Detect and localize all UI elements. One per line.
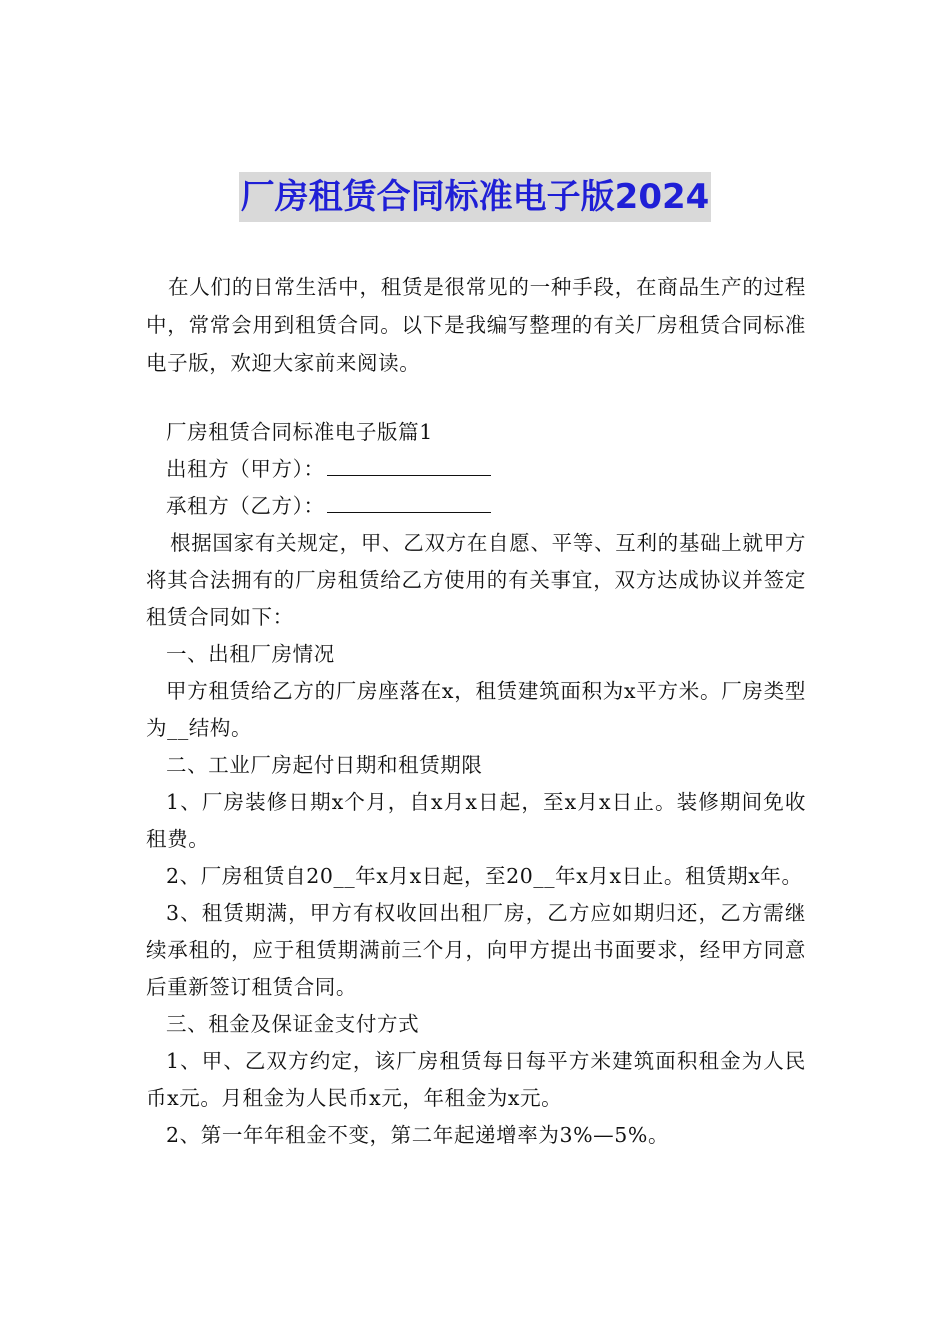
- lessor-blank: [327, 453, 491, 476]
- lessee-label: 承租方（乙方）：: [166, 494, 325, 518]
- intro-block: [146, 268, 806, 382]
- section-heading: 厂房租赁合同标准电子版篇1: [166, 420, 433, 444]
- lessor-label: 出租方（甲方）：: [166, 457, 325, 481]
- document-title: 厂房租赁合同标准电子版2024: [239, 172, 712, 222]
- lessor-line: [146, 451, 806, 488]
- preamble-paragraph: 根据国家有关规定，甲、乙双方在自愿、平等、互利的基础上就甲方将其合法拥有的厂房租赁给乙方使用的有关事宜，双方达成协议并签定租赁合同如下：: [146, 531, 806, 629]
- lessee-blank: [327, 490, 491, 513]
- contract-body: [146, 414, 806, 1154]
- clause3-heading: 三、租金及保证金支付方式: [166, 1012, 420, 1036]
- clause1-heading: 一、出租厂房情况: [166, 642, 335, 666]
- clause2-item3: 3、租赁期满，甲方有权收回出租厂房，乙方应如期归还，乙方需继续承租的，应于租赁期满前三个月，向甲方提出书面要求，经甲方同意后重新签订租赁合同。: [146, 901, 806, 999]
- clause3-item2: 2、第一年年租金不变，第二年起递增率为3%—5%。: [166, 1123, 670, 1147]
- clause1-text: 甲方租赁给乙方的厂房座落在x，租赁建筑面积为x平方米。厂房类型为__结构。: [146, 679, 806, 740]
- lessee-line: [146, 488, 806, 525]
- title-container: [0, 172, 950, 222]
- clause2-item1: 1、厂房装修日期x个月，自x月x日起，至x月x日止。装修期间免收租费。: [146, 790, 806, 851]
- clause2-item2: 2、厂房租赁自20__年x月x日起，至20__年x月x日止。租赁期x年。: [166, 864, 803, 888]
- clause2-heading: 二、工业厂房起付日期和租赁期限: [166, 753, 483, 777]
- clause3-item1: 1、甲、乙双方约定，该厂房租赁每日每平方米建筑面积租金为人民币x元。月租金为人民币x元，年租金为x元。: [146, 1049, 806, 1110]
- intro-paragraph: 在人们的日常生活中，租赁是很常见的一种手段，在商品生产的过程中，常常会用到租赁合同。以下是我编写整理的有关厂房租赁合同标准电子版，欢迎大家前来阅读。: [146, 275, 806, 375]
